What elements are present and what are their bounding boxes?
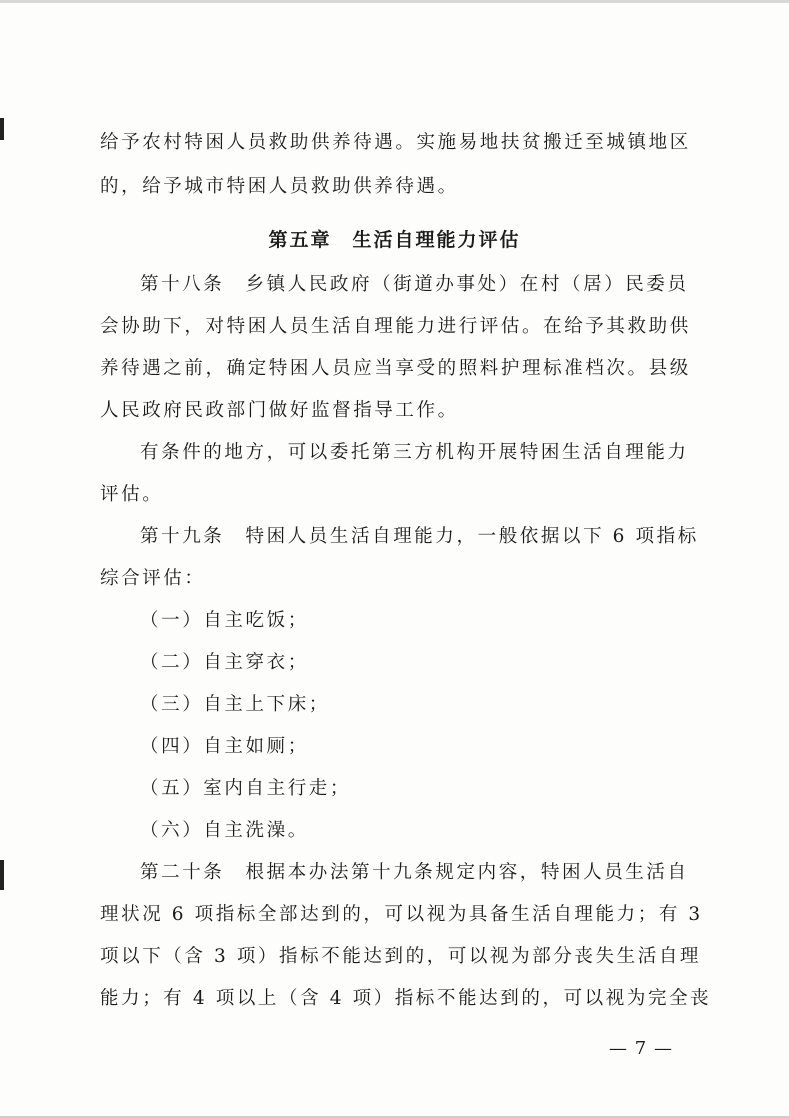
list-item: （三）自主上下床； [140, 694, 330, 715]
text-line: 理状况 6 项指标全部达到的，可以视为具备生活自理能力；有 3 [100, 904, 703, 925]
text-line: 养待遇之前，确定特困人员应当享受的照料护理标准档次。县级 [100, 358, 691, 379]
text-line: 综合评估： [100, 568, 206, 589]
page-number: — 7 — [609, 1038, 673, 1059]
text-line: 评估。 [100, 484, 164, 505]
text-line: 有条件的地方，可以委托第三方机构开展特困生活自理能力 [140, 442, 689, 463]
list-item: （四）自主如厕； [140, 736, 309, 757]
list-item: （一）自主吃饭； [140, 610, 309, 631]
article-18-line: 第十八条 乡镇人民政府（街道办事处）在村（居）民委员 [140, 274, 689, 295]
scan-mark [0, 860, 4, 890]
list-item: （五）室内自主行走； [140, 778, 352, 799]
text-line: 人民政府民政部门做好监督指导工作。 [100, 400, 459, 421]
list-item: （二）自主穿衣； [140, 652, 309, 673]
text-line: 给予农村特困人员救助供养待遇。实施易地扶贫搬迁至城镇地区 [100, 132, 691, 153]
text-line: 的，给予城市特困人员救助供养待遇。 [100, 176, 459, 197]
scan-edge-top [0, 0, 789, 3]
text-line: 项以下（含 3 项）指标不能达到的，可以视为部分丧失生活自理 [100, 946, 702, 967]
article-20-line: 第二十条 根据本办法第十九条规定内容，特困人员生活自 [140, 862, 689, 883]
text-line: 能力；有 4 项以上（含 4 项）指标不能达到的，可以视为完全丧 [100, 988, 712, 1009]
article-19-line: 第十九条 特困人员生活自理能力，一般依据以下 6 项指标 [140, 526, 699, 547]
scan-mark [0, 118, 4, 140]
list-item: （六）自主洗澡。 [140, 820, 309, 841]
chapter-heading: 第五章 生活自理能力评估 [268, 229, 521, 251]
text-line: 会协助下，对特困人员生活自理能力进行评估。在给予其救助供 [100, 316, 691, 337]
